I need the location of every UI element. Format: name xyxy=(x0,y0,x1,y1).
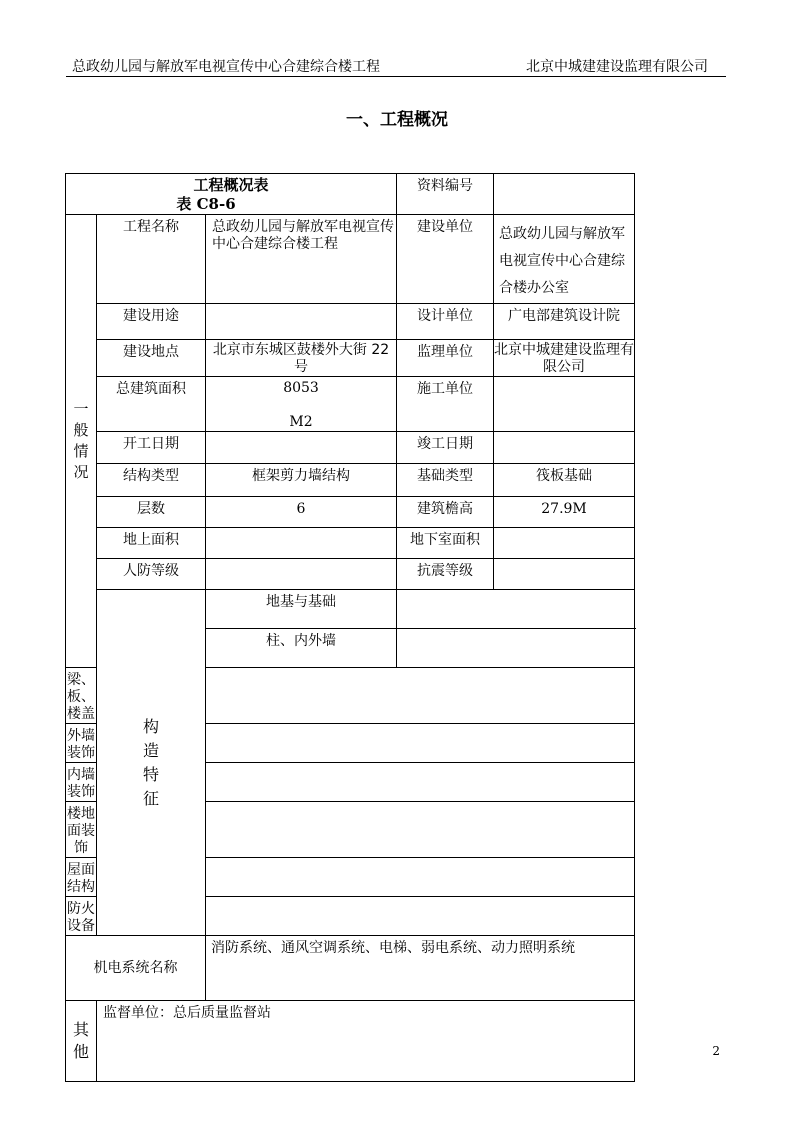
construct-item-value[interactable] xyxy=(206,668,635,724)
project-overview-table xyxy=(65,173,635,1082)
other-section-label: 其他 xyxy=(66,1001,97,1082)
doc-no-label: 资料编号 xyxy=(397,174,494,215)
mep-systems-value[interactable]: 消防系统、通风空调系统、电梯、弱电系统、动力照明系统 xyxy=(206,936,635,1001)
construction-section-label: 构造特征 xyxy=(97,590,206,936)
construct-item-value[interactable] xyxy=(397,629,635,668)
area-label: 总建筑面积 xyxy=(97,377,206,432)
height-label: 建筑檐高 xyxy=(397,497,494,528)
designer-label: 设计单位 xyxy=(397,304,494,340)
site-label: 建设地点 xyxy=(97,340,206,377)
project-name-label: 工程名称 xyxy=(97,215,206,304)
construct-item-label: 柱、内外墙 xyxy=(206,629,397,668)
above-area-label: 地上面积 xyxy=(97,528,206,559)
contractor-label: 施工单位 xyxy=(397,377,494,432)
construct-item-value[interactable] xyxy=(206,897,635,936)
civil-defense-label: 人防等级 xyxy=(97,559,206,590)
foundation-label: 基础类型 xyxy=(397,464,494,497)
start-date-value[interactable] xyxy=(206,432,397,464)
site-value[interactable]: 北京市东城区鼓楼外大街 22 号 xyxy=(206,340,397,377)
finish-date-value[interactable] xyxy=(494,432,635,464)
height-value[interactable]: 27.9M xyxy=(494,497,635,528)
project-name-value[interactable]: 总政幼儿园与解放军电视宣传中心合建综合楼工程 xyxy=(206,215,397,304)
construct-item-value[interactable] xyxy=(397,590,635,629)
construct-item-label: 地基与基础 xyxy=(206,590,397,629)
use-label: 建设用途 xyxy=(97,304,206,340)
construct-item-label: 楼地面装饰 xyxy=(66,802,97,858)
floors-label: 层数 xyxy=(97,497,206,528)
other-value[interactable]: 监督单位：总后质量监督站 xyxy=(97,1001,635,1082)
owner-value[interactable]: 总政幼儿园与解放军电视宣传中心合建综合楼办公室 xyxy=(494,215,635,304)
basement-area-label: 地下室面积 xyxy=(397,528,494,559)
table-title: 工程概况表 xyxy=(193,176,269,194)
structure-label: 结构类型 xyxy=(97,464,206,497)
construct-item-value[interactable] xyxy=(206,763,635,802)
header-rule xyxy=(66,76,726,77)
above-area-value[interactable] xyxy=(206,528,397,559)
doc-no-value[interactable] xyxy=(494,174,635,215)
designer-value[interactable]: 广电部建筑设计院 xyxy=(494,304,635,340)
construct-item-label: 屋面结构 xyxy=(66,858,97,897)
area-value-cell[interactable] xyxy=(206,377,397,432)
finish-date-label: 竣工日期 xyxy=(397,432,494,464)
start-date-label: 开工日期 xyxy=(97,432,206,464)
area-unit: M2 xyxy=(289,414,313,430)
header-project-name: 总政幼儿园与解放军电视宣传中心合建综合楼工程 xyxy=(72,59,380,75)
owner-label: 建设单位 xyxy=(397,215,494,304)
basement-area-value[interactable] xyxy=(494,528,635,559)
supervisor-value[interactable]: 北京中城建建设监理有限公司 xyxy=(494,340,635,377)
seismic-label: 抗震等级 xyxy=(397,559,494,590)
area-value: 8053 xyxy=(283,380,319,396)
foundation-value[interactable]: 筏板基础 xyxy=(494,464,635,497)
use-value[interactable] xyxy=(206,304,397,340)
table-code: 表 C8-6 xyxy=(176,195,236,213)
mep-systems-label: 机电系统名称 xyxy=(66,936,206,1001)
construct-item-label: 外墙装饰 xyxy=(66,724,97,763)
structure-value[interactable]: 框架剪力墙结构 xyxy=(206,464,397,497)
civil-defense-value[interactable] xyxy=(206,559,397,590)
construct-item-value[interactable] xyxy=(206,724,635,763)
general-section-label: 一般情况 xyxy=(66,215,97,668)
construct-item-value[interactable] xyxy=(206,858,635,897)
floors-value[interactable]: 6 xyxy=(206,497,397,528)
construct-item-label: 梁、板、楼盖 xyxy=(66,668,97,724)
construct-item-label: 防火设备 xyxy=(66,897,97,936)
contractor-value[interactable] xyxy=(494,377,635,432)
section-title: 一、工程概况 xyxy=(346,110,448,130)
seismic-value[interactable] xyxy=(494,559,635,590)
construct-item-label: 内墙装饰 xyxy=(66,763,97,802)
table-title-cell xyxy=(66,174,397,215)
supervisor-label: 监理单位 xyxy=(397,340,494,377)
construct-item-value[interactable] xyxy=(206,802,635,858)
header-company-name: 北京中城建建设监理有限公司 xyxy=(526,59,708,75)
page-number: 2 xyxy=(712,1044,720,1058)
